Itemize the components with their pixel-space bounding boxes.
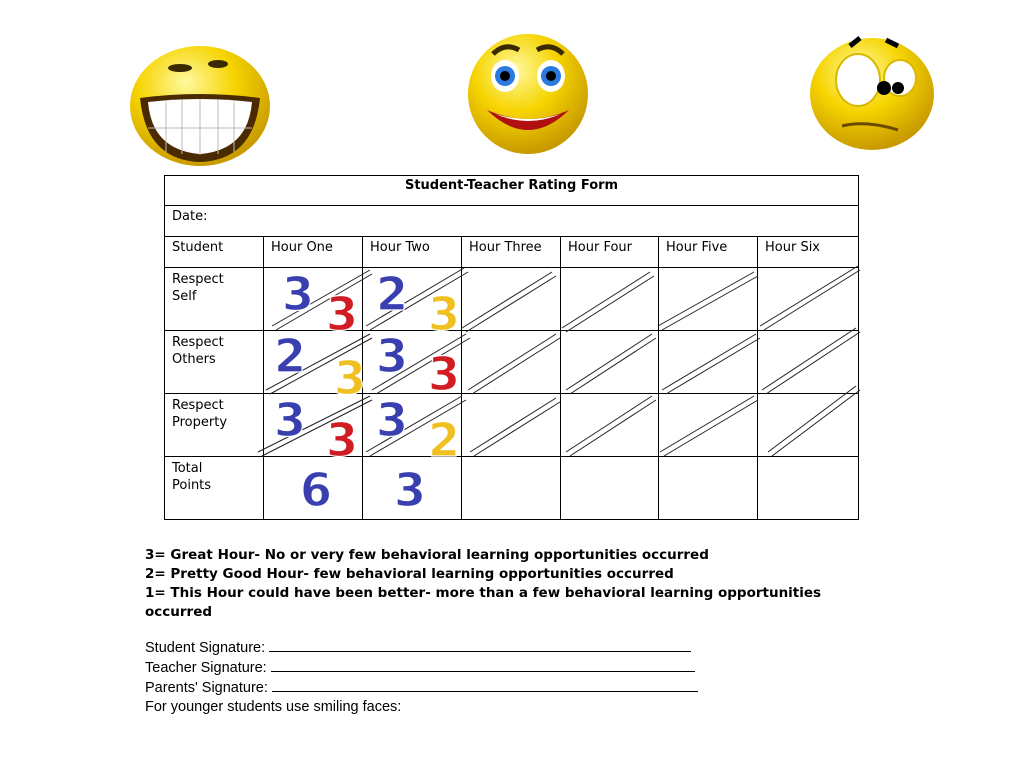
rating-cell-hour-five[interactable] [659, 268, 758, 331]
rating-digit: 3 [334, 351, 367, 405]
rating-form-table [164, 175, 859, 520]
column-header-hour-two: Hour Two [363, 237, 462, 268]
legend-line-1-cont: occurred [145, 604, 213, 620]
rating-digit: 2 [274, 329, 307, 383]
rating-digit: 2 [376, 267, 409, 321]
rating-digit: 3 [274, 393, 307, 447]
rating-cell-hour-four[interactable] [561, 331, 659, 394]
rating-cell-hour-three[interactable] [462, 268, 561, 331]
rating-cell-hour-four[interactable] [561, 394, 659, 457]
row-label: Respect Self [165, 268, 264, 331]
signature-block [145, 638, 698, 717]
student-signature-label: Student Signature: [145, 640, 266, 656]
grinning-face-icon [126, 40, 274, 170]
rating-digit: 3 [428, 287, 461, 341]
row-label: Respect Others [165, 331, 264, 394]
rating-legend [145, 546, 845, 622]
rating-digit: 3 [326, 413, 359, 467]
teacher-signature-line[interactable] [271, 658, 695, 672]
date-label: Date: [172, 209, 208, 224]
date-field[interactable] [165, 206, 859, 237]
rating-cell-hour-one[interactable] [264, 268, 363, 331]
rating-cell-hour-three[interactable] [462, 331, 561, 394]
rating-cell-hour-one[interactable] [264, 331, 363, 394]
total-digit: 3 [394, 463, 427, 517]
younger-students-note: For younger students use smiling faces: [145, 699, 402, 715]
total-cell-hour-six[interactable] [758, 457, 859, 520]
total-digit: 6 [300, 463, 333, 517]
rating-cell-hour-one[interactable] [264, 394, 363, 457]
total-cell-hour-two[interactable] [363, 457, 462, 520]
teacher-signature-label: Teacher Signature: [145, 660, 267, 676]
column-header-hour-five: Hour Five [659, 237, 758, 268]
rating-digit: 3 [282, 267, 315, 321]
rating-cell-hour-six[interactable] [758, 331, 859, 394]
total-cell-hour-one[interactable] [264, 457, 363, 520]
confused-face-icon [806, 30, 938, 154]
row-respect-self [165, 268, 859, 331]
column-header-hour-six: Hour Six [758, 237, 859, 268]
rating-cell-hour-two[interactable] [363, 268, 462, 331]
legend-line-2: 2= Pretty Good Hour- few behavioral learning opportunities occurred [145, 566, 674, 582]
rating-cell-hour-six[interactable] [758, 394, 859, 457]
rating-cell-hour-three[interactable] [462, 394, 561, 457]
parents-signature-label: Parents' Signature: [145, 680, 268, 696]
column-header-student: Student [165, 237, 264, 268]
rating-cell-hour-five[interactable] [659, 394, 758, 457]
rating-digit: 2 [428, 413, 461, 467]
column-header-hour-four: Hour Four [561, 237, 659, 268]
row-label: Total Points [165, 457, 264, 520]
rating-digit: 3 [326, 287, 359, 341]
rating-cell-hour-two[interactable] [363, 394, 462, 457]
row-respect-others [165, 331, 859, 394]
total-cell-hour-four[interactable] [561, 457, 659, 520]
total-cell-hour-five[interactable] [659, 457, 758, 520]
rating-cell-hour-six[interactable] [758, 268, 859, 331]
legend-line-3: 3= Great Hour- No or very few behavioral learning opportunities occurred [145, 547, 709, 563]
legend-line-1: 1= This Hour could have been better- more than a few behavioral learning opportunities [145, 585, 822, 601]
rating-digit: 3 [376, 393, 409, 447]
rating-cell-hour-two[interactable] [363, 331, 462, 394]
rating-cell-hour-five[interactable] [659, 331, 758, 394]
total-cell-hour-three[interactable] [462, 457, 561, 520]
student-signature-line[interactable] [269, 638, 691, 652]
form-title: Student-Teacher Rating Form [165, 176, 859, 206]
row-total-points [165, 457, 859, 520]
parents-signature-line[interactable] [272, 678, 698, 692]
happy-blue-eyed-face-icon [465, 28, 591, 158]
column-header-hour-three: Hour Three [462, 237, 561, 268]
column-header-hour-one: Hour One [264, 237, 363, 268]
rating-cell-hour-four[interactable] [561, 268, 659, 331]
rating-digit: 3 [428, 347, 461, 401]
row-label: Respect Property [165, 394, 264, 457]
row-respect-property [165, 394, 859, 457]
rating-digit: 3 [376, 329, 409, 383]
